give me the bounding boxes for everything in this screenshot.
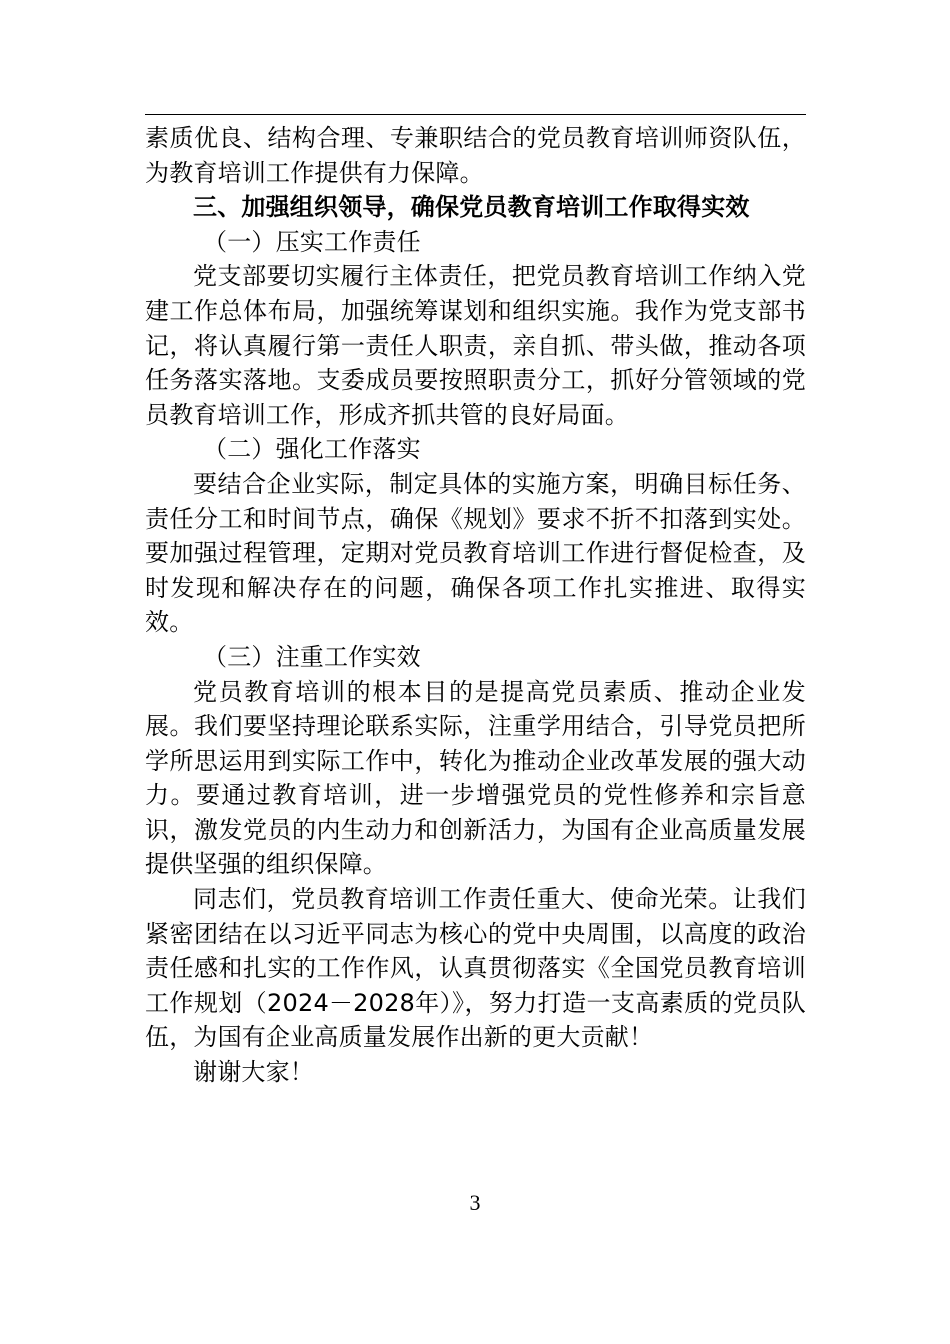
page-number: 3 bbox=[469, 1190, 481, 1215]
paragraph-closing: 同志们，党员教育培训工作责任重大、使命光荣。让我们紧密团结在以习近平同志为核心的党中央周围，以高度的政治责任感和扎实的工作作风，认真贯彻落实《全国党员教育培训工作规划（2024－2028年）》，努力打造一支高素质的党员队伍，为国有企业高质量发展作出新的更大贡献！ bbox=[145, 885, 806, 1052]
subheading-3: （三）注重工作实效 bbox=[203, 642, 421, 671]
subheading-1: （一）压实工作责任 bbox=[203, 227, 421, 256]
header-divider bbox=[145, 114, 806, 115]
document-body bbox=[145, 121, 806, 1090]
paragraph-thanks: 谢谢大家！ bbox=[193, 1058, 314, 1087]
subheading-2: （二）强化工作落实 bbox=[203, 435, 421, 464]
paragraph-effectiveness: 党员教育培训的根本目的是提高党员素质、推动企业发展。我们要坚持理论联系实际，注重学用结合，引导党员把所学所思运用到实际工作中，转化为推动企业改革发展的强大动力。要通过教育培训，进一步增强党员的党性修养和宗旨意识，激发党员的内生动力和创新活力，为国有企业高质量发展提供坚强的组织保障。 bbox=[145, 677, 806, 879]
paragraph-continuation: 素质优良、结构合理、专兼职结合的党员教育培训师资队伍，为教育培训工作提供有力保障。 bbox=[145, 124, 806, 187]
section-heading-3: 三、加强组织领导，确保党员教育培训工作取得实效 bbox=[193, 193, 750, 222]
paragraph-implementation: 要结合企业实际，制定具体的实施方案，明确目标任务、责任分工和时间节点，确保《规划》要求不折不扣落到实处。要加强过程管理，定期对党员教育培训工作进行督促检查，及时发现和解决存在的问题，确保各项工作扎实推进、取得实效。 bbox=[145, 469, 806, 637]
paragraph-responsibility: 党支部要切实履行主体责任，把党员教育培训工作纳入党建工作总体布局，加强统筹谋划和组织实施。我作为党支部书记，将认真履行第一责任人职责，亲自抓、带头做，推动各项任务落实落地。支委成员要按照职责分工，抓好分管领域的党员教育培训工作，形成齐抓共管的良好局面。 bbox=[145, 262, 806, 429]
